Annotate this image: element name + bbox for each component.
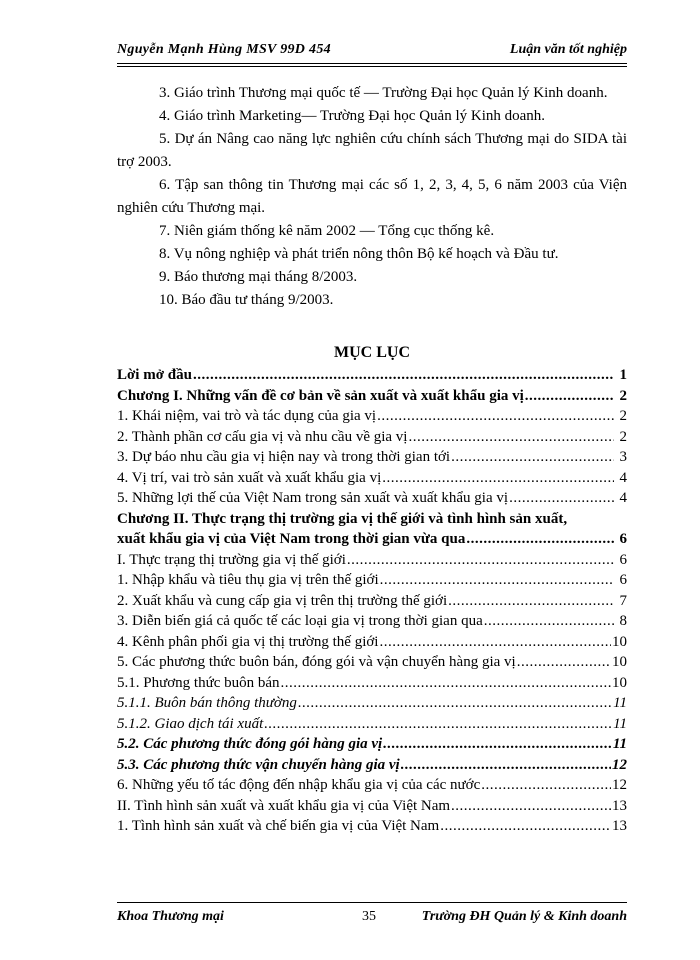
footer-faculty: Khoa Thương mại xyxy=(117,909,224,924)
toc-entry xyxy=(117,550,627,571)
header-doc-type: Luận văn tốt nghiệp xyxy=(509,42,627,57)
toc-entry xyxy=(117,570,627,591)
toc-entry-page: 11 xyxy=(612,736,627,752)
toc-entry-title: xuất khẩu gia vị của Việt Nam trong thời gian vừa qua xyxy=(117,531,466,547)
toc-entry-title: 3. Dự báo nhu cầu gia vị hiện nay và trong thời gian tới xyxy=(117,449,451,465)
toc-leader-dots xyxy=(484,611,614,632)
toc-entry xyxy=(117,673,627,694)
toc-entry-title: 4. Vị trí, vai trò sản xuất và xuất khẩu gia vị xyxy=(117,469,382,486)
toc-leader-dots xyxy=(466,529,614,550)
toc-entry-page: 13 xyxy=(612,818,627,834)
toc-entry-page: 2 xyxy=(619,428,627,445)
toc-leader-dots xyxy=(401,755,611,776)
toc-entry xyxy=(117,632,627,653)
toc-entry xyxy=(117,755,627,776)
toc-leader-dots xyxy=(193,365,614,386)
header-author: Nguyễn Mạnh Hùng MSV 99D 454 xyxy=(117,42,331,57)
toc-entry-page: 12 xyxy=(612,756,627,773)
toc-entry-page: 4 xyxy=(619,469,627,486)
toc-leader-dots xyxy=(382,468,614,489)
toc-entry xyxy=(117,488,627,509)
toc-entry-title: 4. Kênh phân phối gia vị thị trường thế giới xyxy=(117,633,379,650)
reference-item: 6. Tập san thông tin Thương mại các số 1, 2, 3, 4, 5, 6 năm 2003 của Viện nghiên cứu Thương mại. xyxy=(117,177,627,216)
page-header xyxy=(117,39,627,64)
toc-leader-dots xyxy=(281,673,611,694)
toc-entry-title: I. Thực trạng thị trường gia vị thế giới xyxy=(117,551,346,568)
reference-item: 4. Giáo trình Marketing— Trường Đại học Quản lý Kinh doanh. xyxy=(159,108,546,124)
toc-entry-page: 10 xyxy=(612,654,627,670)
toc-entry-page: 13 xyxy=(612,797,627,814)
toc-leader-dots xyxy=(408,427,614,448)
toc-entry xyxy=(117,796,627,817)
toc-entry-title: Lời mở đầu xyxy=(117,367,192,383)
toc-entry xyxy=(117,468,627,489)
toc-entry-page: 2 xyxy=(619,408,627,424)
toc-entry xyxy=(117,714,627,735)
toc-entry-page: 3 xyxy=(619,449,627,465)
toc-entry-title: 6. Những yếu tố tác động đến nhập khẩu gia vị của các nước xyxy=(117,777,481,793)
reference-list xyxy=(117,82,627,312)
reference-item: 3. Giáo trình Thương mại quốc tế — Trường Đại học Quản lý Kinh doanh. xyxy=(159,85,608,101)
toc-entry-page: 7 xyxy=(619,592,627,609)
toc-entry-title: 2. Thành phần cơ cấu gia vị và nhu cầu về gia vị xyxy=(117,428,408,445)
reference-item: 9. Báo thương mại tháng 8/2003. xyxy=(159,269,358,285)
toc-entry-title: 5.1. Phương thức buôn bán xyxy=(117,674,280,691)
toc-entry-title: 5.1.1. Buôn bán thông thường xyxy=(117,695,297,711)
toc-entry-title: 5.3. Các phương thức vận chuyển hàng gia vị xyxy=(117,756,400,773)
toc-entry-title: 5. Các phương thức buôn bán, đóng gói và vận chuyển hàng gia vị xyxy=(117,654,516,670)
toc-leader-dots xyxy=(440,816,611,837)
toc-entry-title: 5.1.2. Giao dịch tái xuất xyxy=(117,715,264,732)
toc-entry-page: 6 xyxy=(619,551,627,568)
toc-entry xyxy=(117,386,627,407)
toc-entry-title: Chương II. Thực trạng thị trường gia vị thế giới và tình hình sản xuất, xyxy=(117,510,568,527)
toc-leader-dots xyxy=(380,570,614,591)
toc-entry xyxy=(117,591,627,612)
toc-leader-dots xyxy=(383,734,612,755)
toc-leader-dots xyxy=(525,386,614,407)
toc-title: MỤC LỤC xyxy=(334,344,410,361)
footer-university: Trường ĐH Quản lý & Kinh doanh xyxy=(421,909,627,924)
reference-item: 5. Dự án Nâng cao năng lực nghiên cứu chính sách Thương mại do SIDA tài trợ 2003. xyxy=(117,131,627,170)
toc-entry xyxy=(117,775,627,796)
toc-entry-title: 2. Xuất khẩu và cung cấp gia vị trên thị trường thế giới xyxy=(117,592,448,609)
toc-entry-title: 1. Khái niệm, vai trò và tác dụng của gia vị xyxy=(117,408,377,424)
reference-item: 7. Niên giám thống kê năm 2002 — Tổng cục thống kê. xyxy=(159,223,495,239)
toc-entry xyxy=(117,816,627,837)
toc-entry xyxy=(117,529,627,550)
toc-leader-dots xyxy=(264,714,612,735)
toc-leader-dots xyxy=(379,632,611,653)
table-of-contents xyxy=(117,365,627,837)
toc-entry-title: II. Tình hình sản xuất và xuất khẩu gia vị của Việt Nam xyxy=(117,797,451,814)
toc-entry xyxy=(117,365,627,386)
toc-entry-page: 11 xyxy=(613,695,627,711)
toc-entry-title: Chương I. Những vấn đề cơ bản về sản xuất và xuất khẩu gia vị xyxy=(117,387,524,404)
toc-leader-dots xyxy=(509,488,614,509)
toc-entry-page: 10 xyxy=(612,633,627,650)
toc-leader-dots xyxy=(377,406,614,427)
toc-entry-page: 12 xyxy=(612,777,627,793)
toc-entry xyxy=(117,652,627,673)
toc-entry-page: 4 xyxy=(619,490,627,506)
page-number: 35 xyxy=(362,909,376,924)
toc-entry-title: 5. Những lợi thế của Việt Nam trong sản xuất và xuất khẩu gia vị xyxy=(117,490,509,506)
toc-leader-dots xyxy=(451,447,614,468)
toc-entry-page: 6 xyxy=(619,531,627,547)
reference-item: 10. Báo đầu tư tháng 9/2003. xyxy=(159,292,334,308)
toc-leader-dots xyxy=(517,652,611,673)
toc-leader-dots xyxy=(481,775,611,796)
toc-entry xyxy=(117,509,627,530)
page-footer xyxy=(117,902,627,927)
toc-entry-page: 10 xyxy=(612,674,627,691)
toc-entry-title: 5.2. Các phương thức đóng gói hàng gia vị xyxy=(117,736,383,752)
toc-leader-dots xyxy=(347,550,614,571)
toc-entry xyxy=(117,406,627,427)
toc-entry-title: 1. Nhập khẩu và tiêu thụ gia vị trên thế giới xyxy=(117,572,379,588)
toc-entry xyxy=(117,693,627,714)
toc-entry-page: 11 xyxy=(613,715,627,732)
toc-entry xyxy=(117,734,627,755)
toc-leader-dots xyxy=(451,796,611,817)
toc-entry-page: 2 xyxy=(619,387,627,404)
reference-item: 8. Vụ nông nghiệp và phát triển nông thôn Bộ kế hoạch và Đầu tư. xyxy=(159,246,559,262)
toc-leader-dots xyxy=(448,591,614,612)
toc-entry xyxy=(117,447,627,468)
toc-entry-page: 8 xyxy=(619,613,627,629)
toc-entry xyxy=(117,611,627,632)
toc-entry-page: 1 xyxy=(619,367,627,383)
toc-entry-page: 6 xyxy=(619,572,627,588)
toc-leader-dots xyxy=(298,693,612,714)
toc-entry-title: 3. Diễn biến giá cả quốc tế các loại gia vị trong thời gian qua xyxy=(117,613,483,629)
toc-entry xyxy=(117,427,627,448)
toc-entry-title: 1. Tình hình sản xuất và chế biến gia vị của Việt Nam xyxy=(117,818,440,834)
